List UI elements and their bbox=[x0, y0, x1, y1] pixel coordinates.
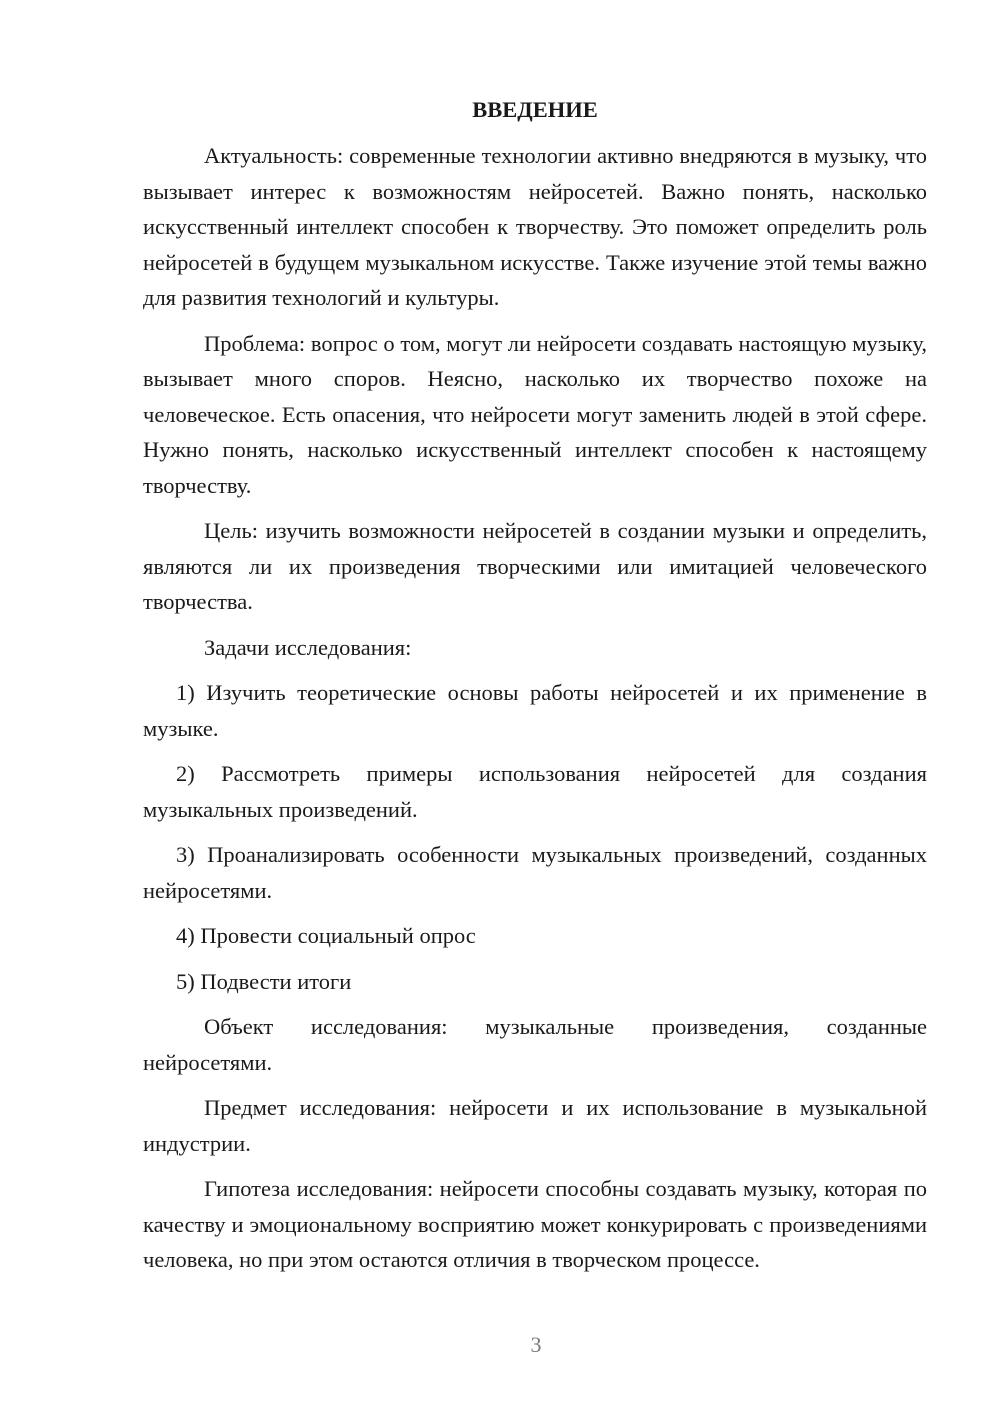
page-number: 3 bbox=[530, 1332, 542, 1357]
tasks-heading: Задачи исследования: bbox=[204, 634, 412, 660]
task-item-3: 3) Проанализировать особенности музыкальных произведений, созданных нейросетями. bbox=[143, 842, 927, 903]
relevance-paragraph: Актуальность: современные технологии активно внедряются в музыку, что вызывает интерес к возможностям нейросетей. Важно понять, насколько искусственный интеллект способен к творчеству. Это поможет определить роль нейросетей в будущем музыкальном искусстве. Также изучение этой темы важно для развития технологий и культуры. bbox=[143, 143, 927, 310]
document-body bbox=[143, 92, 927, 1288]
tasks-list bbox=[143, 675, 927, 999]
task-item-5: 5) Подвести итоги bbox=[176, 968, 352, 994]
object-paragraph: Объект исследования: музыкальные произведения, созданные нейросетями. bbox=[143, 1014, 927, 1075]
goal-paragraph: Цель: изучить возможности нейросетей в создании музыки и определить, являются ли их произведения творческими или имитацией человеческого творчества. bbox=[143, 518, 927, 614]
hypothesis-paragraph: Гипотеза исследования: нейросети способны создавать музыку, которая по качеству и эмоциональному восприятию может конкурировать с произведениями человека, но при этом остаются отличия в творческом процессе. bbox=[143, 1176, 927, 1272]
task-item-1: 1) Изучить теоретические основы работы нейросетей и их применение в музыке. bbox=[143, 680, 927, 741]
section-title: ВВЕДЕНИЕ bbox=[472, 97, 598, 122]
subject-paragraph: Предмет исследования: нейросети и их использование в музыкальной индустрии. bbox=[143, 1095, 927, 1156]
task-item-2: 2) Рассмотреть примеры использования нейросетей для создания музыкальных произведений. bbox=[143, 761, 927, 822]
problem-paragraph: Проблема: вопрос о том, могут ли нейросети создавать настоящую музыку, вызывает много споров. Неясно, насколько их творчество похоже на человеческое. Есть опасения, что нейросети могут заменить людей в этой сфере. Нужно понять, насколько искусственный интеллект способен к настоящему творчеству. bbox=[143, 330, 927, 498]
task-item-4: 4) Провести социальный опрос bbox=[176, 923, 476, 948]
